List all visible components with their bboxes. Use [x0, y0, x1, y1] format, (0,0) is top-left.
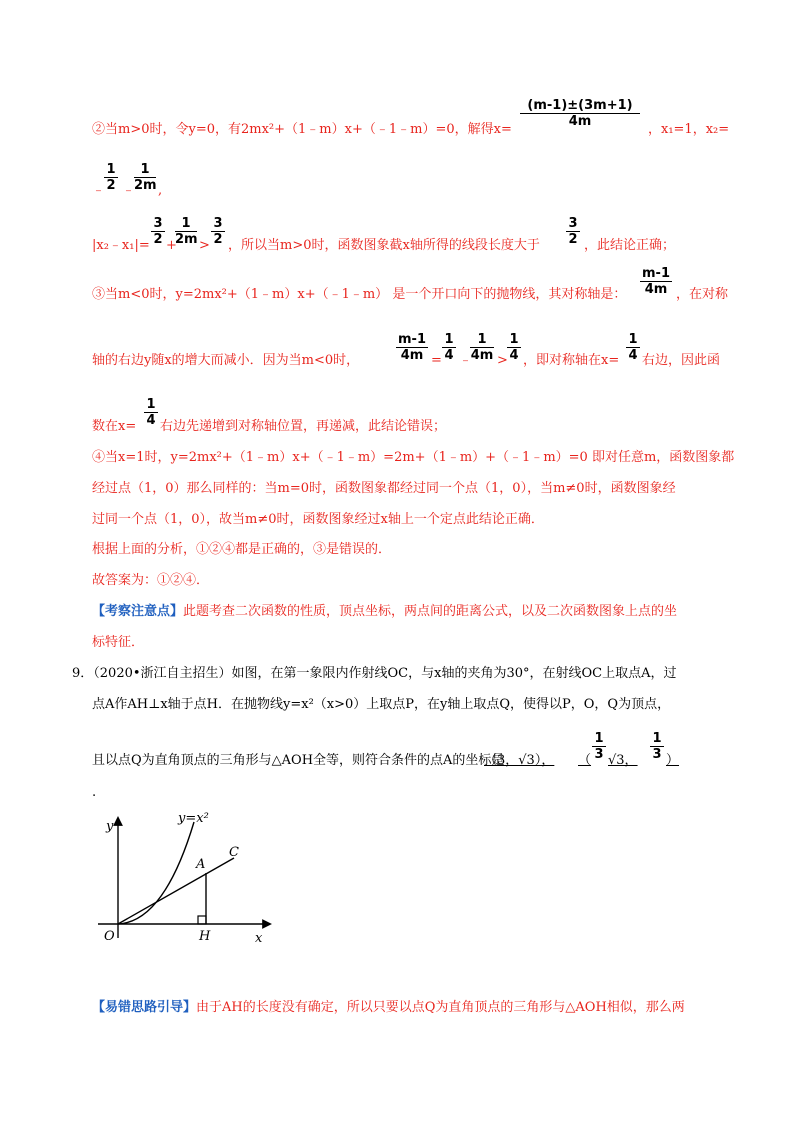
summary-line: 根据上面的分析，①②④都是正确的，③是错误的． [92, 542, 392, 557]
q9-answer-1: （3，√3）， [484, 753, 555, 768]
item2-text-a: ②当m>0时，令y=0，有2mx²+（1﹣m）x+（﹣1﹣m）=0，解得x= [92, 122, 512, 137]
diff-fraction-4: $\frac{3}{2}$ [566, 216, 580, 247]
item3-l2-fraction-4: $\frac{1}{4}$ [507, 332, 521, 363]
item4-line3: 过同一个点（1，0），故当m≠0时，函数图象经过x轴上一个定点此结论正确． [92, 512, 544, 527]
item4-line2: 经过点（1，0）那么同样的：当m=0时，函数图象都经过同一个点（1，0），当m≠0时，函数图象经 [92, 481, 676, 496]
note-tag: 【考察注意点】 [92, 604, 184, 619]
item3-axis-fraction: $\frac{m-1}{4m}$ [642, 266, 670, 297]
item3-l2-fraction-5: $\frac{1}{4}$ [626, 332, 640, 363]
item2-solution-fraction: $\frac{(m-1)\pm(3m+1)}{4m}$ [520, 98, 640, 129]
label-o: O [104, 929, 115, 944]
label-a: A [196, 857, 206, 872]
item3-l3-fraction: $\frac{1}{4}$ [144, 397, 158, 428]
item2-line1-tail: ，x₁=1，x₂= [648, 122, 730, 137]
diff-text: ，所以当m>0时，函数图象截x轴所得的线段长度大于 [228, 238, 540, 253]
item3-l2-fraction-2: $\frac{1}{4}$ [442, 332, 456, 363]
hint-tag: 【易错思路引导】 [92, 1000, 197, 1015]
diff-prefix: |x₂﹣x₁|= [92, 238, 150, 253]
diff-fraction-2: $\frac{1}{2m}$ [175, 216, 198, 247]
q9-period: . [92, 785, 97, 800]
label-c: C [229, 845, 239, 860]
x2-end: , [158, 183, 163, 198]
item2-x2-prefix: ﹣ [92, 183, 106, 198]
diff-gt: > [199, 238, 210, 253]
q9-line3: 且以点Q为直角顶点的三角形与△AOH全等，则符合条件的点A的坐标是 [92, 753, 505, 768]
answer-line: 故答案为：①②④． [92, 573, 210, 588]
diff-plus: + [166, 238, 177, 253]
q9-answer-fraction-2: $\frac{1}{3}$ [650, 731, 664, 762]
item3-line2-a: 轴的右边y随x的增大而减小．因为当m<0时， [92, 353, 360, 368]
diff-fraction-3: $\frac{3}{2}$ [211, 216, 225, 247]
q9-line1: 9．（2020•浙江自主招生）如图，在第一象限内作射线OC，与x轴的夹角为30°，在射线OC上取点A，过 [72, 666, 677, 681]
parabola-curve [118, 822, 194, 924]
q9-line2: 点A作AH⊥x轴于点H．在抛物线y=x²（x>0）上取点P，在y轴上取点Q，使得以P，O，Q为顶点， [92, 697, 671, 712]
item2-line1 [92, 121, 512, 139]
item3-l2-gt: > [497, 353, 508, 368]
x2-fraction-2: $\frac{1}{2m}$ [134, 162, 157, 193]
item3-line1: ③当m<0时，y=2mx²+（1﹣m）x+（﹣1﹣m） 是一个开口向下的抛物线，其对称轴是： [92, 287, 627, 302]
item3-line2-c: 右边，因此函 [642, 353, 721, 368]
note-line2: 标特征． [92, 635, 145, 650]
note-line1: 【考察注意点】此题考查二次函数的性质，顶点坐标，两点间的距离公式，以及二次函数图象上点的坐 [92, 604, 678, 619]
item3-line3-b: 右边先递增到对称轴位置，再递减，此结论错误； [160, 419, 447, 434]
item3-l2-fraction-3: $\frac{1}{4m}$ [470, 332, 494, 363]
item3-l2-fraction-1: $\frac{m-1}{4m}$ [398, 332, 426, 363]
q9-answer-2-end: ） [666, 753, 680, 768]
item3-l2-eq: = [431, 353, 442, 368]
q9-answer-2-mid: √3， [608, 753, 638, 768]
q9-answer-2-prefix: （ [578, 753, 592, 768]
diff-fraction-1: $\frac{3}{2}$ [151, 216, 165, 247]
hint-line: 【易错思路引导】由于AH的长度没有确定，所以只要以点Q为直角顶点的三角形与△AOH相似，那么两 [92, 1000, 685, 1015]
label-h: H [199, 929, 211, 944]
x2-fraction-1: $\frac{1}{2}$ [104, 162, 118, 193]
ray-oc [118, 858, 234, 924]
right-angle-mark [198, 916, 206, 924]
q9-answer-fraction-1: $\frac{1}{3}$ [592, 731, 606, 762]
label-curve: y=x² [178, 811, 209, 826]
item3-line1-tail: ，在对称 [676, 287, 729, 302]
item3-l2-minus: ﹣ [459, 353, 473, 368]
label-y: y [106, 819, 114, 834]
item3-line3-a: 数在x= [92, 419, 137, 434]
x2-minus: ﹣ [122, 183, 136, 198]
item4-line1: ④当x=1时，y=2mx²+（1﹣m）x+（﹣1﹣m）=2m+（1﹣m）+（﹣1﹣m）=0 即对任意m，函数图象都 [92, 450, 735, 465]
item3-line2-b: ，即对称轴在x= [523, 353, 620, 368]
diff-end: ，此结论正确； [584, 238, 676, 253]
label-x: x [255, 931, 263, 946]
parabola-ray-figure [92, 810, 282, 960]
